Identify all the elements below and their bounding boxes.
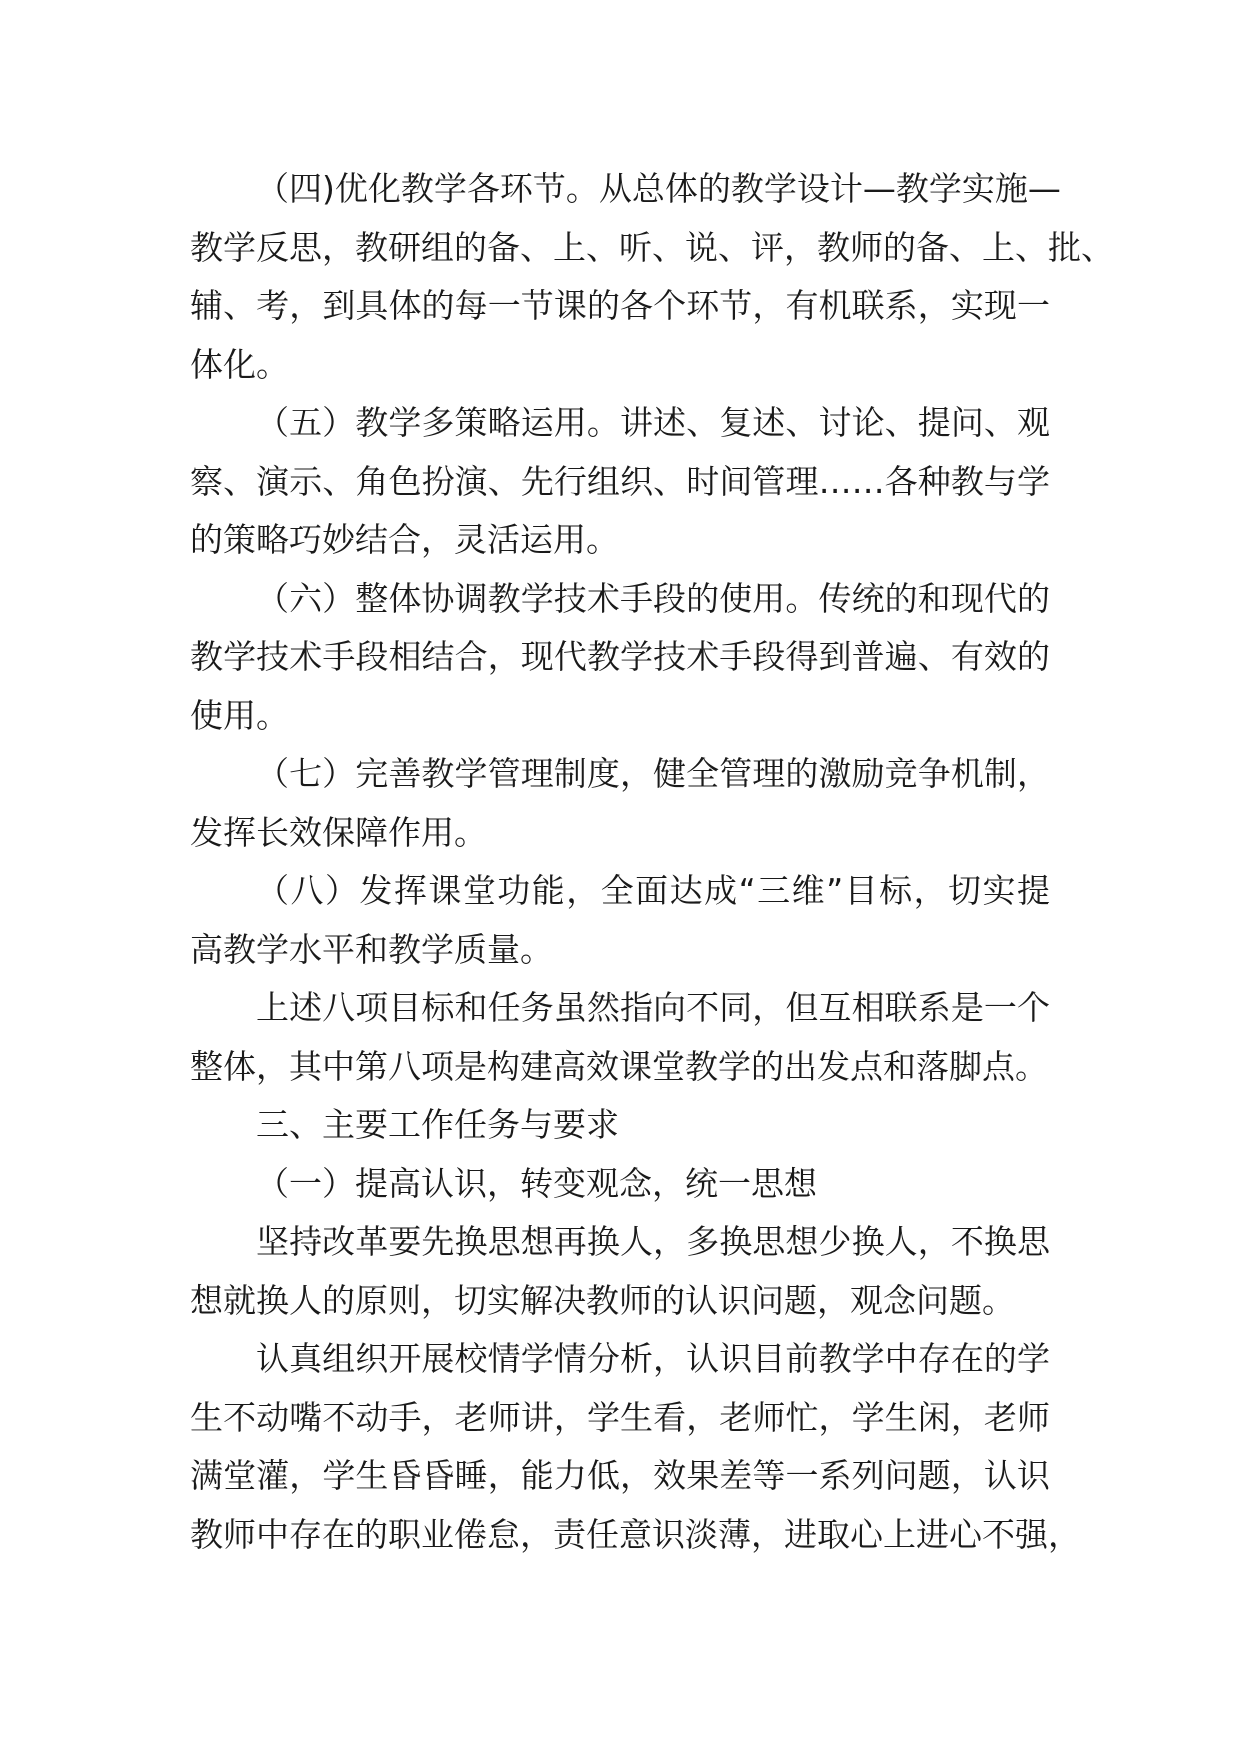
text-line: 上述八项目标和任务虽然指向不同，但互相联系是一个 — [256, 988, 1050, 1027]
paragraph-management-system — [190, 745, 1050, 862]
text-line: 教师中存在的职业倦怠，责任意识淡薄，进取心上进心不强， — [190, 1514, 1081, 1554]
heading-line: 三、主要工作任务与要求 — [256, 1105, 619, 1144]
body-text — [190, 160, 1114, 1564]
text-line: 想就换人的原则，切实解决教师的认识问题，观念问题。 — [190, 1280, 1015, 1320]
paragraph-technology-means — [190, 570, 1050, 746]
text-line: （七）完善教学管理制度，健全管理的激励竞争机制， — [256, 754, 1050, 793]
text-line: 坚持改革要先换思想再换人，多换思想少换人，不换思 — [256, 1222, 1050, 1261]
text-line: 满堂灌，学生昏昏睡，能力低，效果差等一系列问题，认识 — [190, 1456, 1050, 1495]
text-line: 高教学水平和教学质量。 — [190, 929, 553, 969]
text-line: 生不动嘴不动手，老师讲，学生看，老师忙，学生闲，老师 — [190, 1397, 1050, 1437]
text-line: （八）发挥课堂功能，全面达成“三维”目标，切实提 — [256, 871, 1050, 910]
text-line: 体化。 — [190, 344, 289, 384]
paragraph-classroom-function — [190, 862, 1050, 979]
text-line: 使用。 — [190, 695, 289, 735]
text-line: （五）教学多策略运用。讲述、复述、讨论、提问、观 — [256, 403, 1050, 442]
text-line: 教学技术手段相结合，现代教学技术手段得到普遍、有效的 — [190, 637, 1050, 676]
paragraph-situation-analysis — [190, 1330, 1081, 1564]
text-line: 教学反思，教研组的备、上、听、说、评，教师的备、上、批、 — [190, 227, 1114, 267]
text-line: 辅、考，到具体的每一节课的各个环节，有机联系，实现一 — [190, 286, 1050, 325]
paragraph-summary — [190, 979, 1050, 1096]
paragraph-reform-principle — [190, 1213, 1050, 1330]
subheading-line: （一）提高认识，转变观念，统一思想 — [256, 1163, 817, 1203]
paragraph-multiple-strategies — [190, 394, 1050, 570]
subsection-heading — [190, 1155, 1050, 1214]
text-line: 整体，其中第八项是构建高效课堂教学的出发点和落脚点。 — [190, 1046, 1048, 1086]
text-line: 察、演示、角色扮演、先行组织、时间管理……各种教与学 — [190, 461, 1050, 501]
text-line: （六）整体协调教学技术手段的使用。传统的和现代的 — [256, 578, 1050, 618]
section-heading — [190, 1096, 1050, 1155]
paragraph-optimize-teaching-stages — [190, 160, 1114, 394]
text-line: 的策略巧妙结合，灵活运用。 — [190, 520, 619, 559]
text-line: （四)优化教学各环节。从总体的教学设计—教学实施— — [256, 169, 1061, 208]
text-line: 认真组织开展校情学情分析，认识目前教学中存在的学 — [256, 1339, 1050, 1378]
text-line: 发挥长效保障作用。 — [190, 812, 487, 852]
